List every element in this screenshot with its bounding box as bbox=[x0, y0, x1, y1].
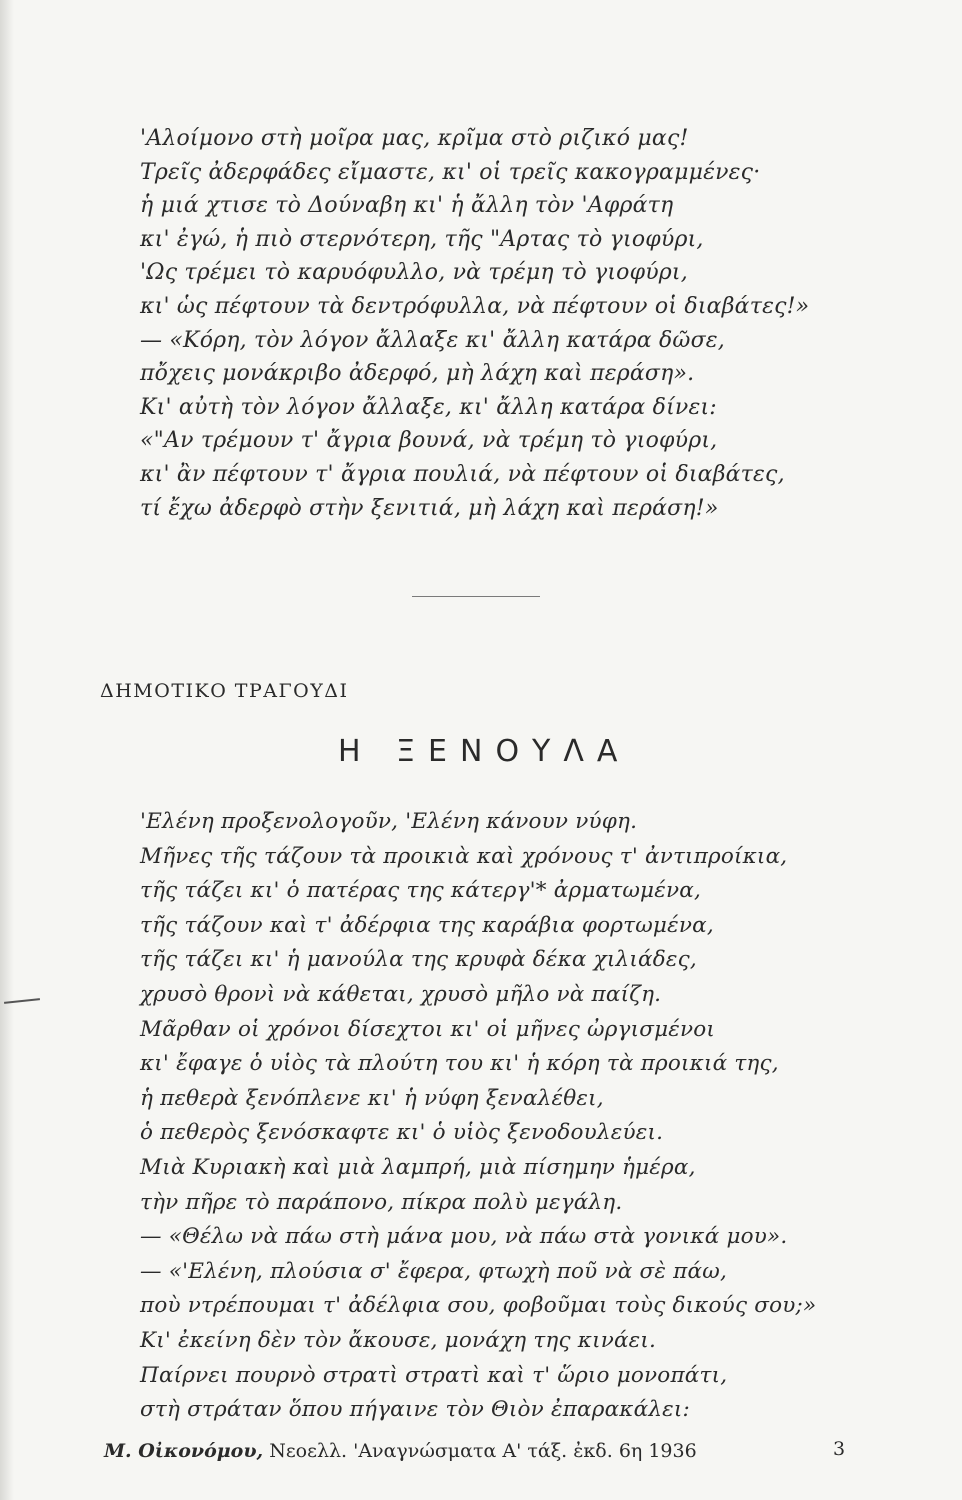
verse-line: ἡ μιά χτισε τὸ Δούναβη κι' ἡ ἄλλη τὸν 'Αφράτη bbox=[140, 193, 674, 219]
poem-title: Η ΞΕΝΟΥΛΑ bbox=[338, 734, 631, 769]
page-edge bbox=[0, 0, 14, 1500]
verse-line: Μιὰ Κυριακὴ καὶ μιὰ λαμπρή, μιὰ πίσημην ἡμέρα, bbox=[140, 1154, 696, 1180]
verse-line: κι' ἔφαγε ὁ υἱὸς τὰ πλούτη του κι' ἡ κόρη τὰ προικιά της, bbox=[140, 1051, 779, 1077]
section-label: ΔΗΜΟΤΙΚΟ ΤΡΑΓΟΥΔΙ bbox=[100, 680, 349, 702]
footnote-source: Νεοελλ. 'Αναγνώσματα Α' τάξ. ἐκδ. 6η 1936 bbox=[263, 1440, 697, 1462]
verse-line: Μᾶρθαν οἱ χρόνοι δίσεχτοι κι' οἱ μῆνες ὠργισμένοι bbox=[140, 1016, 716, 1042]
verse-line: ὁ πεθερὸς ξενόσκαφτε κι' ὁ υἱὸς ξενοδουλεύει. bbox=[140, 1120, 664, 1146]
verse-line: τῆς τάζει κι' ὁ πατέρας της κάτεργ'* ἀρματωμένα, bbox=[140, 878, 701, 904]
verse-line: — «Θέλω νὰ πάω στὴ μάνα μου, νὰ πάω στὰ γονικά μου». bbox=[140, 1224, 788, 1250]
verse-line: ποὺ ντρέπουμαι τ' ἀδέλφια σου, φοβοῦμαι τοὺς δικούς σου;» bbox=[140, 1293, 817, 1319]
verse-line: στὴ στράταν ὅπου πήγαινε τὸν Θιὸν ἐπαρακάλει: bbox=[140, 1397, 690, 1423]
verse-line: κι' ὡς πέφτουν τὰ δεντρόφυλλα, νὰ πέφτουν οἱ διαβάτες!» bbox=[140, 293, 810, 319]
verse-line: 'Ως τρέμει τὸ καρυόφυλλο, νὰ τρέμη τὸ γιοφύρι, bbox=[140, 260, 688, 286]
verse-line: — «Κόρη, τὸν λόγον ἄλλαξε κι' ἄλλη κατάρα δῶσε, bbox=[140, 327, 725, 353]
source-footnote bbox=[104, 1440, 864, 1462]
verse-line: Κι' ἐκείνη δὲν τὸν ἄκουσε, μονάχη της κινάει. bbox=[140, 1327, 657, 1353]
verse-line: τῆς τάζουν καὶ τ' ἀδέρφια της καράβια φορτωμένα, bbox=[140, 912, 714, 938]
poem-body bbox=[140, 805, 860, 1428]
verse-line: Μῆνες τῆς τάζουν τὰ προικιὰ καὶ χρόνους τ' ἀντιπροίκια, bbox=[140, 843, 788, 869]
page-number: 3 bbox=[833, 1438, 846, 1460]
verse-line: «"Αν τρέμουν τ' ἄγρια βουνά, νὰ τρέμη τὸ γιοφύρι, bbox=[140, 428, 718, 454]
verse-line: κι' ἐγώ, ἡ πιὸ στερνότερη, τῆς "Αρτας τὸ γιοφύρι, bbox=[140, 226, 704, 252]
verse-line: 'Αλοίμονο στὴ μοῖρα μας, κρῖμα στὸ ριζικό μας! bbox=[140, 126, 689, 151]
verse-line: χρυσὸ θρονὶ νὰ κάθεται, χρυσὸ μῆλο νὰ παίζη. bbox=[140, 981, 662, 1007]
ballad-stanza bbox=[140, 122, 860, 525]
verse-line: — «'Ελένη, πλούσια σ' ἔφερα, φτωχὴ ποῦ νὰ σὲ πάω, bbox=[140, 1258, 727, 1284]
verse-line: Κι' αὐτὴ τὸν λόγον ἄλλαξε, κι' ἄλλη κατάρα δίνει: bbox=[140, 394, 717, 420]
section-divider bbox=[412, 596, 540, 597]
footnote-author: Μ. Οἰκονόμου, bbox=[104, 1440, 264, 1462]
verse-line: Παίρνει πουρνὸ στρατὶ στρατὶ καὶ τ' ὥριο μονοπάτι, bbox=[140, 1362, 728, 1388]
verse-line: ἡ πεθερὰ ξενόπλενε κι' ἡ νύφη ξεναλέθει, bbox=[140, 1085, 604, 1111]
verse-line: 'Ελένη προξενολογοῦν, 'Ελένη κάνουν νύφη. bbox=[140, 809, 638, 834]
verse-line: κι' ἂν πέφτουν τ' ἄγρια πουλιά, νὰ πέφτουν οἱ διαβάτες, bbox=[140, 461, 785, 487]
verse-line: τί ἔχω ἀδερφὸ στὴν ξενιτιά, μὴ λάχη καὶ περάση!» bbox=[140, 495, 719, 521]
verse-line: τὴν πῆρε τὸ παράπονο, πίκρα πολὺ μεγάλη. bbox=[140, 1189, 623, 1215]
verse-line: τῆς τάζει κι' ἡ μανούλα της κρυφὰ δέκα χιλιάδες, bbox=[140, 947, 697, 973]
verse-line: Τρεῖς ἀδερφάδες εἴμαστε, κι' οἱ τρεῖς κακογραμμένες· bbox=[140, 159, 761, 185]
verse-line: πὄχεις μονάκριβο ἀδερφό, μὴ λάχη καὶ περάση». bbox=[140, 361, 695, 387]
